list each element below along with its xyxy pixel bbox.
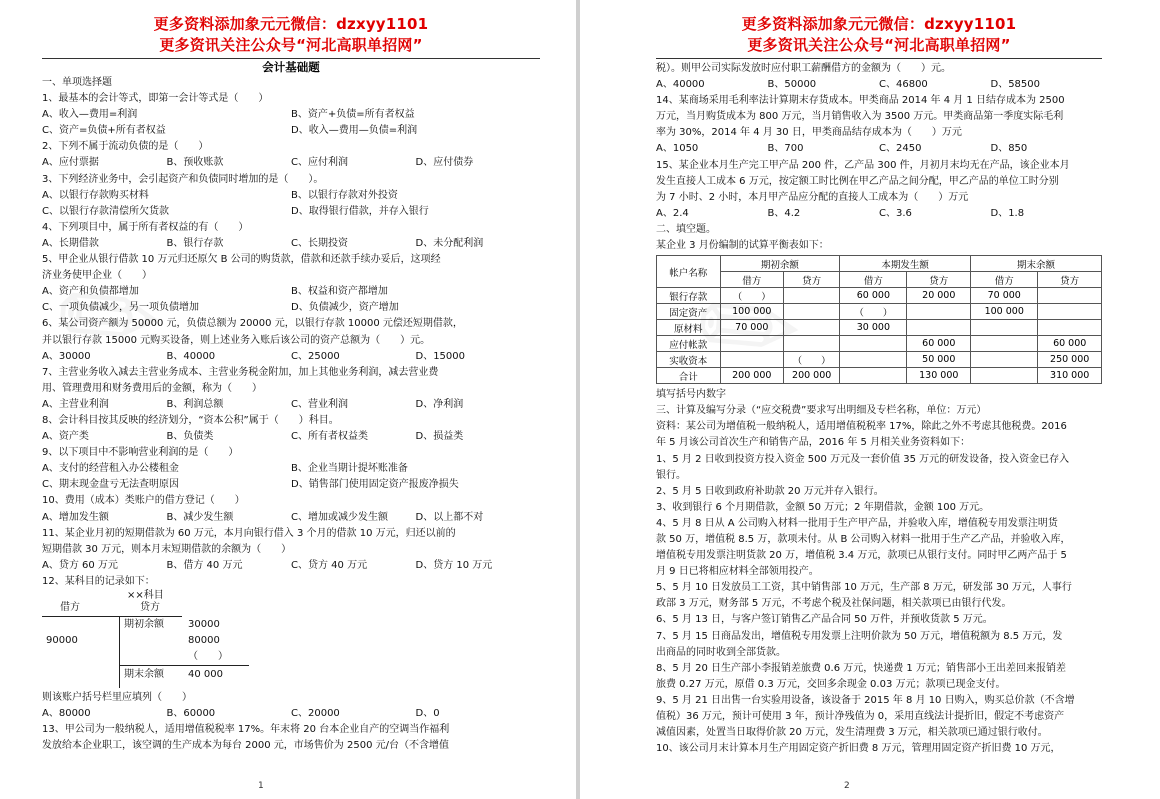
option: B、银行存款 [166,237,224,249]
page-1-questions-cont [42,690,540,754]
table-row-label: 银行存款 [657,288,721,304]
text-line: 旅费 0.27 万元，原借 0.3 万元，交回多余现金 0.03 万元；款项已现金支付。 [656,678,1006,690]
option: C、以银行存款清偿所欠货款 [42,205,169,217]
table-cell: 60 000 [1038,336,1102,352]
table-row [657,320,1102,336]
option: D、0 [415,708,440,720]
table-cell: 200 000 [784,368,840,384]
option: B、权益和资产都增加 [291,286,388,298]
option: C、期末现金盘亏无法查明原因 [42,479,179,491]
option-row [42,477,540,493]
header-rule [656,58,1102,59]
text-line: 出商品的同时收到全部货款。 [656,646,786,658]
table-row [657,288,1102,304]
option: D、收入—费用—负债=利润 [291,125,418,137]
text-line: 银行。 [656,469,686,481]
text-line: 4、下列项目中，属于所有者权益的有（ ） [42,221,249,233]
text-line: 15、某企业本月生产完工甲产品 200 件，乙产品 300 件，月初月末均无在产品，该企业本月 [656,159,1070,171]
option: B、以银行存款对外投资 [291,189,398,201]
option: D、销售部门使用固定资产报废净损失 [291,479,459,491]
text-line: 月 9 日已将相应材料全部领用投产。 [656,566,819,578]
table-cell [971,336,1038,352]
table-row [657,336,1102,352]
option: D、850 [990,143,1028,155]
text-line: 6、5 月 13 日，与客户签订销售乙产品合同 50 万件，并预收货款 5 万元。 [656,614,993,626]
option: C、46800 [879,79,928,91]
text-line: 一、单项选择题 [42,77,112,88]
option-row [42,107,540,123]
table-cell: 70 000 [971,288,1038,304]
text-line: 12、某科目的记录如下： [42,575,155,587]
page-1-questions [42,75,540,590]
text-line: 2、下列不属于流动负债的是（ ） [42,141,209,153]
page-2 [580,0,1160,799]
table-subheader: 借方 [840,272,907,288]
table-cell [784,304,840,320]
t-account-credit-label: 贷方 [140,602,160,613]
option: D、损益类 [415,431,464,443]
t-account-vertical-line [119,616,120,688]
text-line: 5、甲企业从银行借款 10 万元归还原欠 B 公司的购货款，借款和还款手续办妥后，这项经 [42,254,441,266]
option-row [42,236,540,252]
table-row-label: 合计 [657,368,721,384]
text-line: 6、某公司资产额为 50000 元，负债总额为 20000 元，以银行存款 10000 元偿还短期借款， [42,318,463,330]
table-row-label: 应付帐款 [657,336,721,352]
option: C、25000 [291,350,340,362]
option: D、取得银行借款，并存入银行 [291,205,429,217]
table-row [657,352,1102,368]
t-account-debit-value: 90000 [46,635,78,646]
option-row [656,77,1102,93]
table-cell: （ ） [840,304,907,320]
option: B、资产+负债=所有者权益 [291,109,415,121]
t-account-value-1: 30000 [188,619,220,630]
trial-balance-table [656,255,1102,384]
option: A、1050 [656,143,699,155]
table-header-account: 帐户名称 [657,256,721,288]
option: B、60000 [166,708,216,720]
option: A、收入—费用=利润 [42,109,138,121]
option: A、以银行存款购买材料 [42,189,149,201]
table-cell [1038,320,1102,336]
option: A、增加发生额 [42,511,109,523]
text-line: 发放给本企业职工，该空调的生产成本为每台 2000 元，市场售价为 2500 元/台（不含增值 [42,740,449,752]
option: A、支付的经营租入办公楼租金 [42,463,179,475]
option: D、负债减少，资产增加 [291,302,399,314]
t-account-value-2: 80000 [188,635,220,646]
t-account-mid-line [119,665,249,666]
option-row [42,284,540,300]
table-cell: 60 000 [840,288,907,304]
text-line: 3、收到银行 6 个月期借款，金额 50 万元；2 年期借款，金额 100 万元。 [656,501,990,513]
option: A、长期借款 [42,237,99,249]
text-line: 某企业 3 月份编制的试算平衡表如下： [656,240,829,252]
promo-line-1: 更多资料添加象元元微信：dzxyy1101 [741,15,1017,33]
table-row [657,368,1102,384]
table-cell: 50 000 [907,352,971,368]
table-cell: 20 000 [907,288,971,304]
table-cell [784,336,840,352]
text-line: 万元，当月购货成本为 800 万元，当月销售收入为 3500 万元。甲类商品第一季度实际毛利 [656,111,1064,123]
text-line: 8、会计科目按其反映的经济划分，“资本公积”属于（ ）科目。 [42,414,339,426]
option: C、20000 [291,708,340,720]
option-row [656,141,1102,157]
table-cell: 250 000 [1038,352,1102,368]
text-line: 政部 3 万元，财务部 5 万元，不考虑个税及社保问题，相关款项已由银行代发。 [656,598,1012,610]
option: A、2.4 [656,207,689,219]
text-line: 税）。则甲公司实际发放时应付职工薪酬借方的金额为（ ）元。 [656,63,951,74]
table-cell [1038,304,1102,320]
page-2-questions-cont [656,387,1102,757]
option: C、增加或减少发生额 [291,511,388,523]
text-line: 发生直接人工成本 6 万元，按定额工时比例在甲乙产品之间分配，甲乙产品的单位工时分别 [656,175,1059,187]
option: B、40000 [166,350,216,362]
text-line: 资料：某公司为增值税一般纳税人，适用增值税税率 17%，除此之外不考虑其他税费。2016 [656,421,1067,433]
text-line: 为 7 小时、2 小时，本月甲产品应分配的直接人工成本为（ ）万元 [656,191,969,203]
text-line: 14、某商场采用毛利率法计算期末存货成本。甲类商品 2014 年 4 月 1 日结存成本为 2500 [656,95,1065,107]
table-cell [1038,288,1102,304]
option: B、减少发生额 [166,511,234,523]
text-line: 8、5 月 20 日生产部小李报销差旅费 0.6 万元，快递费 1 万元；销售部小王出差回来报销差 [656,662,1066,674]
option: A、贷方 60 万元 [42,559,118,571]
text-line: 9、以下项目中不影响营业利润的是（ ） [42,447,239,459]
option: C、贷方 40 万元 [291,559,368,571]
option: C、2450 [879,143,922,155]
table-cell: （ ） [720,288,784,304]
option: D、15000 [415,350,466,362]
text-line: 并以银行存款 15000 元购买设备，则上述业务入账后该公司的资产总额为（ ）元。 [42,334,431,346]
header-rule [42,58,540,59]
option: B、700 [767,143,804,155]
option-row [42,188,540,204]
promo-line-1: 更多资料添加象元元微信：dzxyy1101 [153,15,429,33]
table-cell: 130 000 [907,368,971,384]
option: D、58500 [990,79,1041,91]
option: D、以上都不对 [415,511,484,523]
table-header-group: 期末余额 [971,256,1102,272]
option: A、80000 [42,708,91,720]
table-row-label: 固定资产 [657,304,721,320]
table-header-group: 本期发生额 [840,256,971,272]
page-2-questions [656,61,1102,254]
table-row [657,304,1102,320]
table-cell [971,320,1038,336]
table-subheader: 贷方 [907,272,971,288]
option: B、4.2 [767,207,801,219]
option: B、50000 [767,79,817,91]
option-row [42,429,540,445]
text-line: 减值因素，处置当日取得价款 20 万元，发生清理费 3 万元，相关款项已通过银行收付。 [656,727,1048,739]
option: B、负债类 [166,431,214,443]
option: B、预收账款 [166,157,224,169]
text-line: 7、5 月 15 日商品发出，增值税专用发票上注明价款为 50 万元，增值税额为 8.5 万元，发 [656,630,1063,642]
text-line: 11、某企业月初的短期借款为 60 万元，本月向银行借入 3 个月的借款 10 万元，归还以前的 [42,527,456,539]
t-account [42,590,540,690]
text-line: 13、甲公司为一般纳税人，适用增值税税率 17%。年末将 20 台本企业自产的空调当作福利 [42,724,450,736]
table-cell: （ ） [784,352,840,368]
option: D、净利润 [415,398,464,410]
option-row [42,706,540,722]
option-row [42,558,540,574]
text-line: 5、5 月 10 日发放员工工资，其中销售部 10 万元，生产部 8 万元，研发部 30 万元，人事行 [656,582,1072,594]
table-cell [840,336,907,352]
t-account-blank: （ ） [188,651,228,662]
table-cell: 100 000 [971,304,1038,320]
table-cell: 30 000 [840,320,907,336]
table-subheader: 借方 [971,272,1038,288]
option: B、借方 40 万元 [166,559,243,571]
text-line: 三、计算及编写分录（“应交税费”要求写出明细及专栏名称，单位：万元） [656,405,987,417]
text-line: 二、填空题。 [656,223,716,235]
option-row [656,206,1102,222]
option-row [42,397,540,413]
table-subheader: 借方 [720,272,784,288]
table-subheader: 贷方 [1038,272,1102,288]
table-cell [840,352,907,368]
promo-line-2: 更多资讯关注公众号“河北高职单招网” [747,36,1011,54]
t-account-value-4: 40 000 [188,669,223,680]
option: B、企业当期计提坏账准备 [291,463,408,475]
option: C、应付利润 [291,157,348,169]
option-row [42,204,540,220]
text-line: 用、管理费用和财务费用后的金额，称为（ ） [42,382,262,394]
text-line: 年 5 月该公司首次生产和销售产品，2016 年 5 月相关业务资料如下： [656,437,971,449]
option-row [42,461,540,477]
option-row [42,300,540,316]
text-line: 则该账户括号栏里应填列（ ） [42,692,192,703]
option: A、40000 [656,79,705,91]
option-row [42,123,540,139]
table-header-group: 期初余额 [720,256,840,272]
option: A、30000 [42,350,91,362]
option: D、1.8 [990,207,1025,219]
text-line: 2、5 月 5 日收到政府补助款 20 万元并存入银行。 [656,485,884,497]
table-cell: 310 000 [1038,368,1102,384]
table-cell [971,368,1038,384]
table-cell [907,320,971,336]
text-line: 填写括号内数字 [656,389,726,401]
t-account-name: ××科目 [127,590,164,601]
text-line: 值税）36 万元，预计可使用 3 年，预计净残值为 0，采用直线法计提折旧，假定不考虑资产 [656,711,1065,722]
text-line: 1、5 月 2 日收到投资方投入资金 500 万元及一套价值 35 万元的研发设备，投入资金已存入 [656,453,1070,465]
option: C、一项负债减少，另一项负债增加 [42,302,199,314]
text-line: 10、费用（成本）类账户的借方登记（ ） [42,495,245,507]
option: B、利润总额 [166,398,224,410]
table-cell [720,352,784,368]
option: C、长期投资 [291,237,348,249]
option: C、资产=负债+所有者权益 [42,125,166,137]
t-account-closing-label: 期末余额 [124,669,164,680]
table-cell [784,320,840,336]
table-subheader: 贷方 [784,272,840,288]
text-line: 增值税专用发票注明货款 20 万，增值税 3.4 万元，款项已从银行支付。同时甲乙两产品于 5 [656,550,1067,562]
table-cell: 70 000 [720,320,784,336]
option: C、所有者权益类 [291,431,368,443]
t-account-debit-label: 借方 [60,602,80,613]
option: A、应付票据 [42,157,99,169]
table-cell [720,336,784,352]
page-number: 2 [844,781,850,791]
text-line: 3、下列经济业务中，会引起资产和负债同时增加的是（ ）。 [42,173,324,185]
option: C、3.6 [879,207,912,219]
option-row [42,155,540,171]
table-cell [907,304,971,320]
option-row [42,510,540,526]
t-account-opening-label: 期初余额 [124,619,164,630]
option: D、贷方 10 万元 [415,559,493,571]
option-row [42,349,540,365]
text-line: 4、5 月 8 日从 A 公司购入材料一批用于生产甲产品，并验收入库，增值税专用发票注明货 [656,517,1058,529]
table-row-label: 原材料 [657,320,721,336]
text-line: 短期借款 30 万元，则本月末短期借款的余额为（ ） [42,543,292,555]
option: D、未分配利润 [415,237,484,249]
promo-line-2: 更多资讯关注公众号“河北高职单招网” [159,36,423,54]
table-cell [784,288,840,304]
table-cell [840,368,907,384]
page-1 [0,0,576,799]
option: A、资产类 [42,431,89,443]
option: A、资产和负债都增加 [42,286,139,298]
table-cell [971,352,1038,368]
text-line: 7、主营业务收入减去主营业务成本、主营业务税金附加，加上其他业务利润，减去营业费 [42,366,439,378]
option: A、主营业利润 [42,398,109,410]
text-line: 10、该公司月末计算本月生产用固定资产折旧费 8 万元，管理用固定资产折旧费 10 万元， [656,743,1061,755]
t-account-horizontal-line [42,616,182,617]
option: D、应付债券 [415,157,474,169]
text-line: 9、5 月 21 日出售一台实验用设备，该设备于 2015 年 8 月 10 日购入，购买总价款（不含增 [656,694,1075,706]
table-cell: 200 000 [720,368,784,384]
text-line: 款 50 万，增值税 8.5 万，款项未付。从 B 公司购入材料一批用于生产乙产品，并验收入库， [656,533,1071,545]
document-title: 会计基础题 [262,60,320,74]
table-row-label: 实收资本 [657,352,721,368]
text-line: 1、最基本的会计等式，即第一会计等式是（ ） [42,93,269,105]
text-line: 济业务使甲企业（ ） [42,270,152,282]
table-cell: 60 000 [907,336,971,352]
table-cell: 100 000 [720,304,784,320]
option: C、营业利润 [291,398,348,410]
page-number: 1 [258,781,264,791]
text-line: 率为 30%，2014 年 4 月 30 日，甲类商品结存成本为（ ）万元 [656,127,962,139]
